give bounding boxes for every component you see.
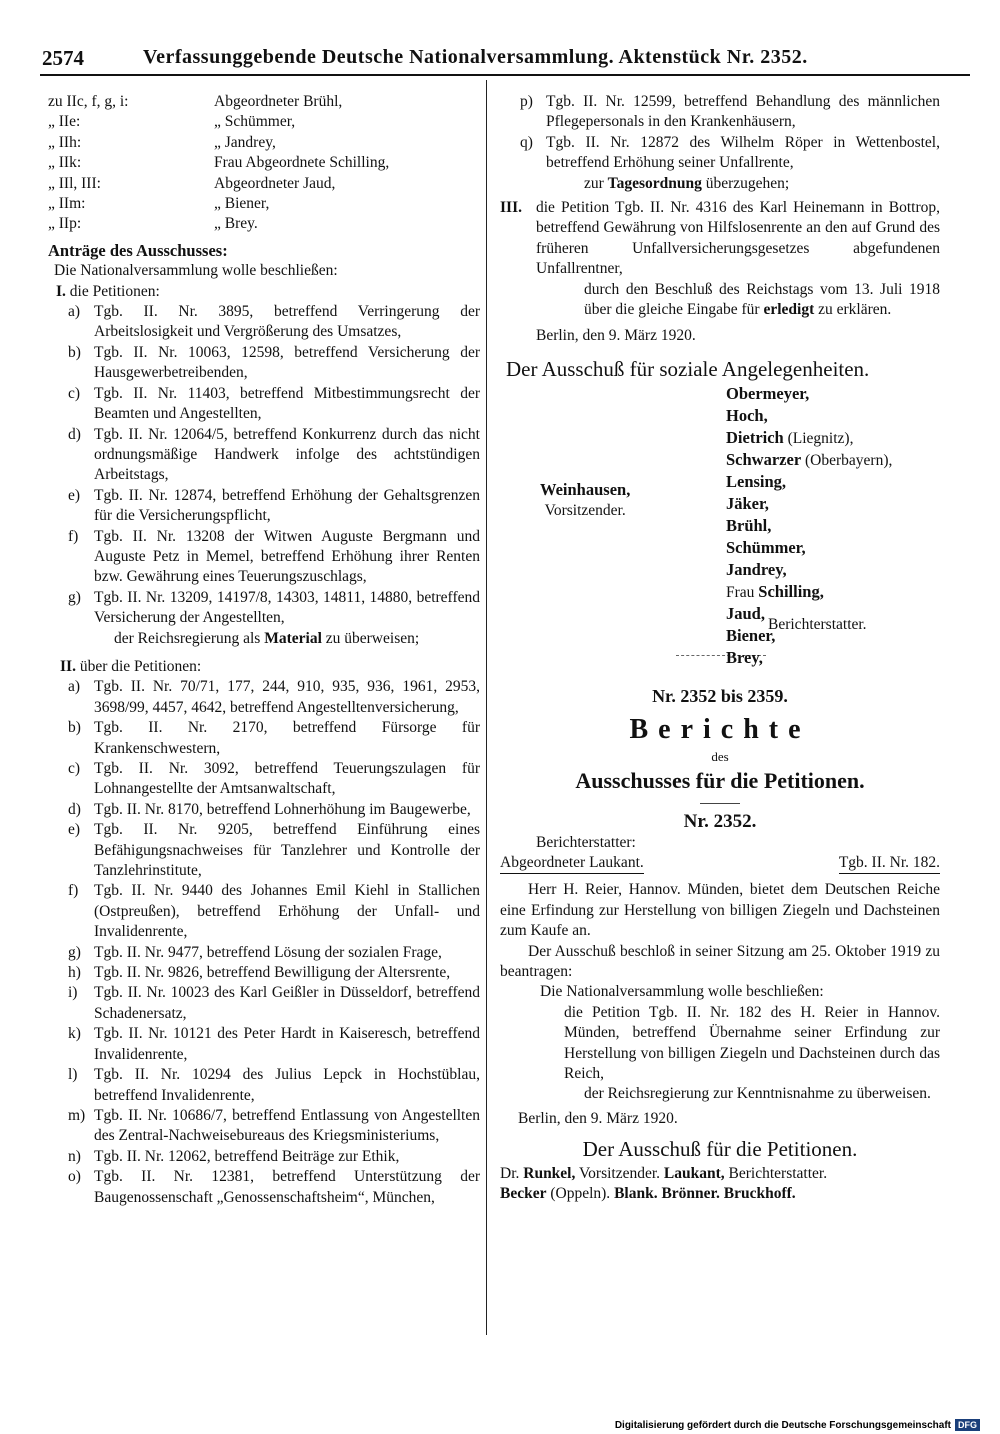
assignment-ref: zu IIc, f, g, i: (48, 93, 129, 110)
item-text: Tgb. II. Nr. 8170, betreffend Lohnerhöhung im Baugewerbe, (94, 800, 471, 818)
sig-name: Becker (500, 1185, 547, 1202)
assignment-person: Abgeordneter Jaud, (214, 174, 336, 192)
report-paragraph: die Petition Tgb. II. Nr. 182 des H. Reier in Hannov. Münden, betreffend Übernahme seiner Erfindung zur Herstellung von billigen Ziegeln und Dachsteinen durch das Reich, (564, 1003, 940, 1082)
antraege-intro: Die Nationalversammlung wolle beschließen: (54, 262, 338, 280)
item-text: Tgb. II. Nr. 12381, betreffend Unterstützung der Baugenossenschaft „Genossenschaftsheim“, München, (94, 1168, 480, 1206)
chair (540, 479, 630, 521)
member-note: (Oberbayern), (801, 452, 893, 470)
item-label: a) (68, 303, 81, 321)
member-name: Brühl, (726, 516, 772, 536)
item-label: f) (68, 527, 79, 545)
member-row (726, 559, 892, 581)
member-name: Schilling, (758, 582, 824, 602)
des-word: des (711, 748, 729, 764)
item-label: l) (68, 1066, 78, 1084)
assignment-row (48, 174, 480, 194)
member-row (726, 493, 892, 515)
list-item (68, 1147, 480, 1167)
item-text: Tgb. II. Nr. 12062, betreffend Beiträge zur Ethik, (94, 1147, 400, 1165)
item-label: d) (68, 800, 81, 818)
assignment-row (48, 194, 480, 214)
item-text: Tgb. II. Nr. 11403, betreffend Mitbestimmungsrecht der Beamten und Angestellten, (94, 384, 480, 423)
section-ii-items-cont (500, 92, 940, 174)
assignment-ref: „ IIh: (48, 133, 82, 151)
page-title: Verfassunggebende Deutsche Nationalversammlung. Aktenstück Nr. 2352. (143, 46, 808, 68)
ausschuss-title: Ausschusses für die Petitionen. (575, 768, 865, 794)
section-iii-end: zu erklären. (814, 301, 892, 319)
member-row (726, 471, 892, 493)
list-item (68, 1106, 480, 1147)
antraege-heading: Anträge des Ausschusses: (48, 240, 228, 260)
item-label: d) (68, 425, 81, 443)
list-item (68, 983, 480, 1024)
assignment-person: „ Biener, (214, 195, 270, 213)
list-item (68, 384, 480, 425)
sig-name: Laukant, (663, 1164, 725, 1182)
member-row (726, 581, 892, 603)
assignment-person: „ Jandrey, (214, 133, 276, 151)
tagesordnung-text: überzugehen; (701, 174, 790, 192)
tagesordnung-bold: Tagesordnung (607, 174, 702, 192)
item-label: c) (68, 760, 81, 777)
member-name: Schümmer, (726, 538, 806, 558)
item-label: g) (68, 943, 81, 961)
close-text: zu überweisen; (321, 629, 420, 647)
list-item (68, 486, 480, 527)
item-text: Tgb. II. Nr. 12599, betreffend Behandlung des männlichen Pflegepersonals in den Krankenhäusern, (546, 93, 940, 131)
assignment-person: „ Schümmer, (214, 113, 296, 131)
assignment-row (48, 92, 480, 112)
item-label: m) (68, 1106, 86, 1124)
chair-role: Vorsitzender. (544, 502, 626, 520)
tgb-ref: Tgb. II. Nr. 182. (839, 853, 940, 874)
close-bold: Material (264, 629, 322, 647)
item-label: e) (68, 821, 81, 839)
list-item (520, 92, 940, 133)
assignment-row (48, 112, 480, 132)
section-iii-bold: erledigt (763, 301, 815, 319)
list-item (68, 1024, 480, 1065)
member-row (726, 427, 892, 449)
member-name: Jäker, (726, 494, 769, 514)
chair-name: Weinhausen, (540, 480, 631, 500)
committee-social: Der Ausschuß für soziale Angelegenheiten. (506, 356, 870, 381)
footer-text: Digitalisierung gefördert durch die Deutsche Forschungsgemeinschaft (614, 1419, 951, 1431)
item-label: k) (68, 1025, 81, 1043)
section-label: I. (56, 282, 66, 300)
member-prefix: Frau (726, 584, 759, 602)
list-item (68, 527, 480, 588)
item-label: a) (68, 678, 81, 696)
assignment-ref: „ IIe: (48, 113, 81, 131)
list-item (68, 425, 480, 486)
short-rule (700, 803, 740, 804)
section-iii-cont: durch den Beschluß des Reichstags vom 13. Juli 1918 über die gleiche Eingabe für (584, 280, 940, 319)
list-item (68, 343, 480, 384)
item-text: Tgb. II. Nr. 2170, betreffend Fürsorge für Krankenschwestern, (94, 719, 480, 757)
member-name: Jaud, (726, 604, 765, 624)
list-item (68, 302, 480, 343)
list-item (68, 881, 480, 942)
berichterstatter-label: Berichterstatter. (768, 616, 867, 634)
assignment-person: Abgeordneter Brühl, (214, 93, 343, 110)
sig-text: Vorsitzender. (575, 1164, 664, 1182)
item-label: f) (68, 882, 79, 900)
assignment-person: Frau Abgeordnete Schilling, (214, 154, 390, 172)
section-label: III. (500, 199, 522, 217)
item-text: Tgb. II. Nr. 12872 des Wilhelm Röper in Wettenbostel, betreffend Erhöhung seiner Unfallrente, (546, 133, 940, 172)
list-item (68, 800, 480, 820)
assignment-ref: „ IIm: (48, 195, 86, 213)
item-text: Tgb. II. Nr. 13208 der Witwen Auguste Bergmann und Auguste Petz in Memel, betreffend Erhöhung ihrer Renten bzw. Gewährung eines Teuerungszuschlags, (94, 527, 480, 586)
member-name: Lensing, (726, 472, 787, 492)
item-text: Tgb. II. Nr. 10294 des Julius Lepck in Hochstüblau, betreffend Invalidenrente, (94, 1066, 480, 1104)
left-column (48, 92, 480, 1208)
sig-name: Runkel, (523, 1164, 576, 1182)
berichte-title: Berichte (629, 713, 811, 745)
assignment-row (48, 133, 480, 153)
section-iii-text: die Petition Tgb. II. Nr. 4316 des Karl Heinemann in Bottrop, betreffend Gewährung von Hilfslosenrente an den auf Grund des früheren Unfallversicherungsgesetzes abgefundenen Unfallrentner, (536, 199, 940, 278)
nr-2352: Nr. 2352. (683, 811, 757, 833)
member-row (726, 537, 892, 559)
member-row (726, 383, 892, 405)
report-paragraph: Der Ausschuß beschloß in seiner Sitzung am 25. Oktober 1919 zu beantragen: (500, 942, 940, 980)
member-name: Brey, (726, 648, 763, 668)
member-name: Jandrey, (726, 560, 787, 580)
footer (615, 1419, 980, 1431)
list-item (68, 820, 480, 881)
close-text: der Reichsregierung als (114, 629, 265, 647)
item-text: Tgb. II. Nr. 9440 des Johannes Emil Kiehl in Stallichen (Ostpreußen), betreffend Erhöhung der Unfall- und Invalidenrente, (94, 882, 480, 941)
page-number: 2574 (42, 46, 84, 70)
list-item (68, 718, 480, 759)
item-label: h) (68, 964, 81, 982)
item-label: p) (520, 93, 533, 110)
date-line: Berlin, den 9. März 1920. (536, 327, 696, 345)
member-note: (Liegnitz), (783, 430, 854, 448)
column-divider (486, 80, 487, 1335)
list-item (68, 588, 480, 629)
assignment-list (48, 92, 480, 235)
item-text: Tgb. II. Nr. 9477, betreffend Lösung der sozialen Frage, (94, 943, 442, 961)
report-paragraph: Herr H. Reier, Hannov. Münden, bietet dem Deutschen Reiche eine Erfindung zur Herstellung von billigen Ziegeln und Dachsteinen zum Kaufe an. (500, 881, 940, 940)
list-item (520, 133, 940, 174)
sig-name: Blank. Brönner. Bruckhoff. (614, 1185, 796, 1202)
item-text: Tgb. II. Nr. 70/71, 177, 244, 910, 935, 936, 1961, 2953, 3698/99, 4457, 4642, betreffend Angestelltenversicherung, (94, 678, 480, 716)
member-name: Biener, (726, 626, 776, 646)
assignment-ref: „ IIp: (48, 215, 82, 233)
assignment-row (48, 153, 480, 173)
signature-block (500, 383, 940, 668)
item-label: g) (68, 588, 81, 606)
member-name: Schwarzer (726, 450, 802, 470)
item-text: Tgb. II. Nr. 12064/5, betreffend Konkurrenz durch das nicht ordnungsmäßige Handwerk infolge des achtstündigen Arbeitstags, (94, 425, 480, 484)
item-text: Tgb. II. Nr. 10023 des Karl Geißler in Düsseldorf, betreffend Schadenersatz, (94, 984, 480, 1022)
item-label: b) (68, 719, 81, 737)
item-text: Tgb. II. Nr. 10063, 12598, betreffend Versicherung der Hausgewerbetreibenden, (94, 343, 480, 382)
section-i-items (48, 302, 480, 629)
list-item (68, 943, 480, 963)
item-label: e) (68, 486, 81, 504)
sig-text: (Oppeln). (546, 1185, 615, 1202)
item-label: n) (68, 1147, 81, 1165)
member-row (726, 515, 892, 537)
list-item (68, 963, 480, 983)
list-item (68, 1167, 480, 1208)
section-ii-items (48, 677, 480, 1208)
sig-text: Berichterstatter. (724, 1164, 828, 1182)
member-name: Dietrich (726, 428, 784, 448)
item-text: Tgb. II. Nr. 12874, betreffend Erhöhung der Gehaltsgrenzen für die Versicherungspflicht, (94, 486, 480, 525)
page-header (40, 38, 970, 72)
member-row (726, 449, 892, 471)
member-row (726, 405, 892, 427)
item-text: Tgb. II. Nr. 9826, betreffend Bewilligung der Altersrente, (94, 964, 451, 982)
item-label: q) (520, 133, 533, 151)
section-label: II. (60, 657, 76, 675)
item-text: Tgb. II. Nr. 10121 des Peter Hardt in Kaiseresch, betreffend Invalidenrente, (94, 1025, 480, 1063)
dfg-logo: DFG (955, 1419, 980, 1431)
committee-petitions: Der Ausschuß für die Petitionen. (582, 1137, 858, 1162)
list-item (68, 1065, 480, 1106)
report-paragraph: der Reichsregierung zur Kenntnisnahme zu überweisen. (584, 1085, 931, 1103)
item-label: c) (68, 384, 81, 402)
assignment-ref: „ IIk: (48, 154, 82, 172)
assignment-ref: „ IIl, III: (48, 174, 101, 192)
member-name: Obermeyer, (726, 384, 810, 404)
section-title: die Petitionen: (69, 282, 160, 300)
item-label: o) (68, 1168, 81, 1186)
item-text: Tgb. II. Nr. 3895, betreffend Verringerung der Arbeitslosigkeit und Vergrößerung des Umsatzes, (94, 303, 480, 341)
sig-text: Dr. (500, 1164, 524, 1182)
item-label: b) (68, 343, 81, 361)
item-label: i) (68, 984, 78, 1002)
assignment-person: „ Brey. (214, 215, 258, 233)
item-text: Tgb. II. Nr. 3092, betreffend Teuerungszulagen für Lohnangestellte der Amtsanwaltschaft, (94, 760, 480, 798)
member-row (726, 647, 892, 669)
nr-range: Nr. 2352 bis 2359. (652, 686, 788, 707)
header-rule (40, 74, 970, 76)
list-item (68, 759, 480, 800)
assignment-row (48, 214, 480, 234)
item-text: Tgb. II. Nr. 9205, betreffend Einführung eines Befähigungsnachweises für Tanzlehrer und Kontrolle der Tanzlehrinstitute, (94, 821, 480, 880)
berichterstatter-heading: Berichterstatter: (536, 833, 636, 851)
tagesordnung-text: zur (584, 174, 608, 192)
item-text: Tgb. II. Nr. 13209, 14197/8, 14303, 14811, 14880, betreffend Versicherung der Angestellten, (94, 588, 480, 627)
date-line: Berlin, den 9. März 1920. (518, 1109, 678, 1127)
list-item (68, 677, 480, 718)
right-column (500, 92, 940, 1204)
item-text: Tgb. II. Nr. 10686/7, betreffend Entlassung von Angestellten des Zentral-Nachweisebureaus des Kriegsministeriums, (94, 1106, 480, 1145)
report-paragraph: Die Nationalversammlung wolle beschließen: (540, 983, 824, 1001)
member-name: Hoch, (726, 406, 768, 426)
section-title: über die Petitionen: (79, 657, 202, 675)
reporter: Abgeordneter Laukant. (500, 853, 644, 874)
